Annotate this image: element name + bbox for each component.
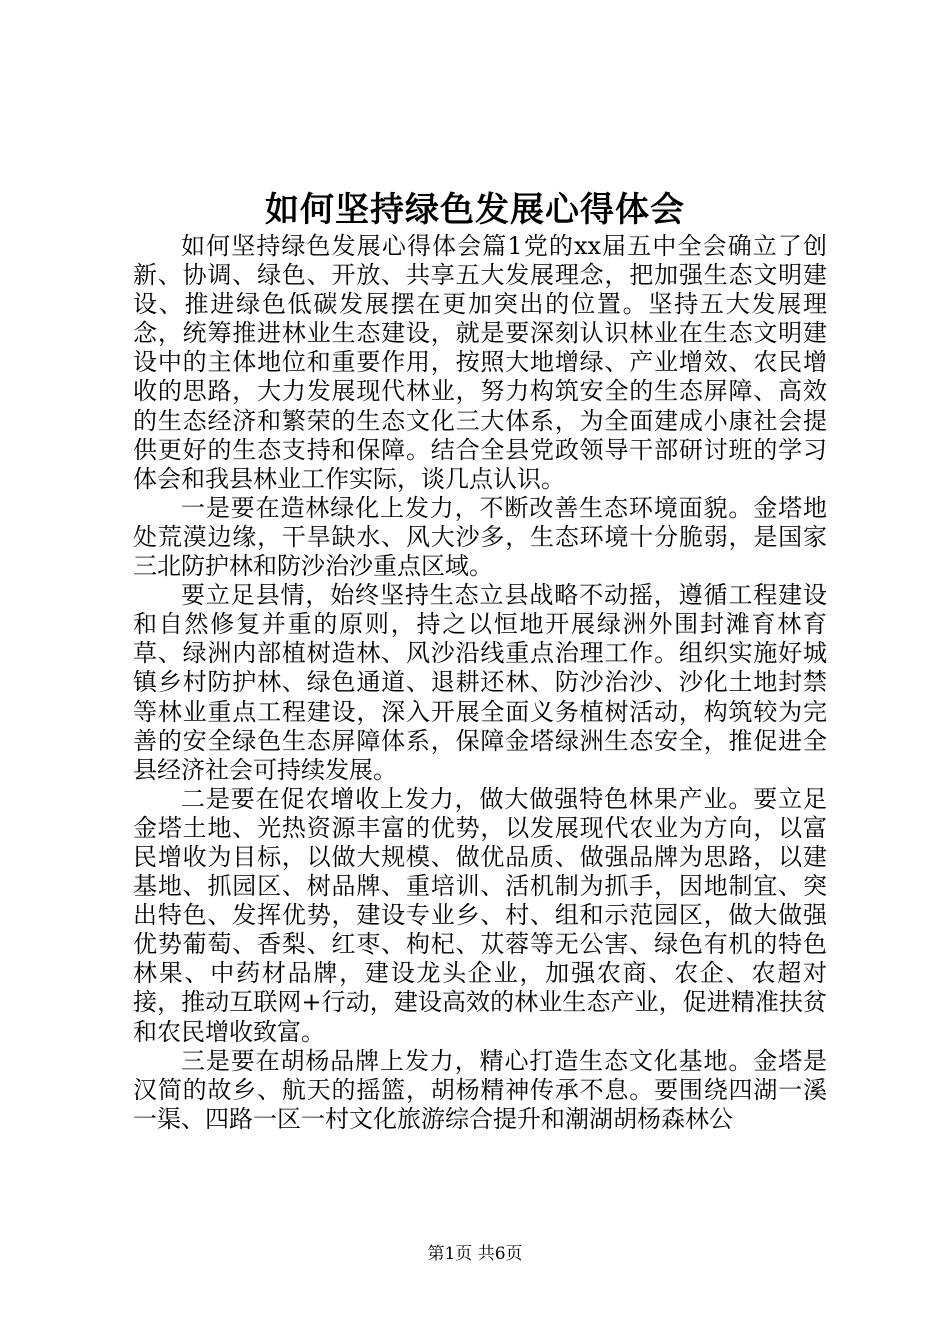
document-title: 如何坚持绿色发展心得体会 [265, 190, 685, 230]
paragraph-intro: 如何坚持绿色发展心得体会篇1党的xx届五中全会确立了创新、协调、绿色、开放、共享五大发展理念，把加强生态文明建设、推进绿色低碳发展摆在更加突出的位置。坚持五大发展理念，统筹推进林业生态建设，就是要深刻认识林业在生态文明建设中的主体地位和重要作用，按照大地增绿、产业增效、农民增收的思路，大力发展现代林业，努力构筑安全的生态屏障、高效的生态经济和繁荣的生态文化三大体系，为全面建成小康社会提供更好的生态支持和保障。结合全县党政领导干部研讨班的学习体会和我县林业工作实际，谈几点认识。 [133, 232, 827, 493]
paragraph-populus-brand: 三是要在胡杨品牌上发力，精心打造生态文化基地。金塔是汉简的故乡、航天的摇篮，胡杨精神传承不息。要围绕四湖一溪一渠、四路一区一村文化旅游综合提升和潮湖胡杨森林公 [133, 1046, 827, 1133]
paragraph-county-conditions: 要立足县情，始终坚持生态立县战略不动摇，遵循工程建设和自然修复并重的原则，持之以恒地开展绿洲外围封滩育林育草、绿洲内部植树造林、风沙沿线重点治理工作。组织实施好城镇乡村防护林、绿色通道、退耕还林、防沙治沙、沙化土地封禁等林业重点工程建设，深入开展全面义务植树活动，构筑较为完善的安全绿色生态屏障体系，保障金塔绿洲生态安全，推促进全县经济社会可持续发展。 [133, 581, 827, 784]
document-body [133, 232, 827, 1134]
paragraph-farmer-income: 二是要在促农增收上发力，做大做强特色林果产业。要立足金塔土地、光热资源丰富的优势，以发展现代农业为方向，以富民增收为目标，以做大规模、做优品质、做强品牌为思路，以建基地、抓园区、树品牌、重培训、活机制为抓手，因地制宜、突出特色、发挥优势，建设专业乡、村、组和示范园区，做大做强优势葡萄、香梨、红枣、枸杞、苁蓉等无公害、绿色有机的特色林果、中药材品牌，建设龙头企业，加强农商、农企、农超对接，推动互联网+行动，建设高效的林业生态产业，促进精准扶贫和农民增收致富。 [133, 784, 827, 1046]
page-number-footer: 第1页 共6页 [427, 1244, 523, 1264]
paragraph-afforestation: 一是要在造林绿化上发力，不断改善生态环境面貌。金塔地处荒漠边缘，干旱缺水、风大沙多，生态环境十分脆弱，是国家三北防护林和防沙治沙重点区域。 [133, 493, 827, 581]
